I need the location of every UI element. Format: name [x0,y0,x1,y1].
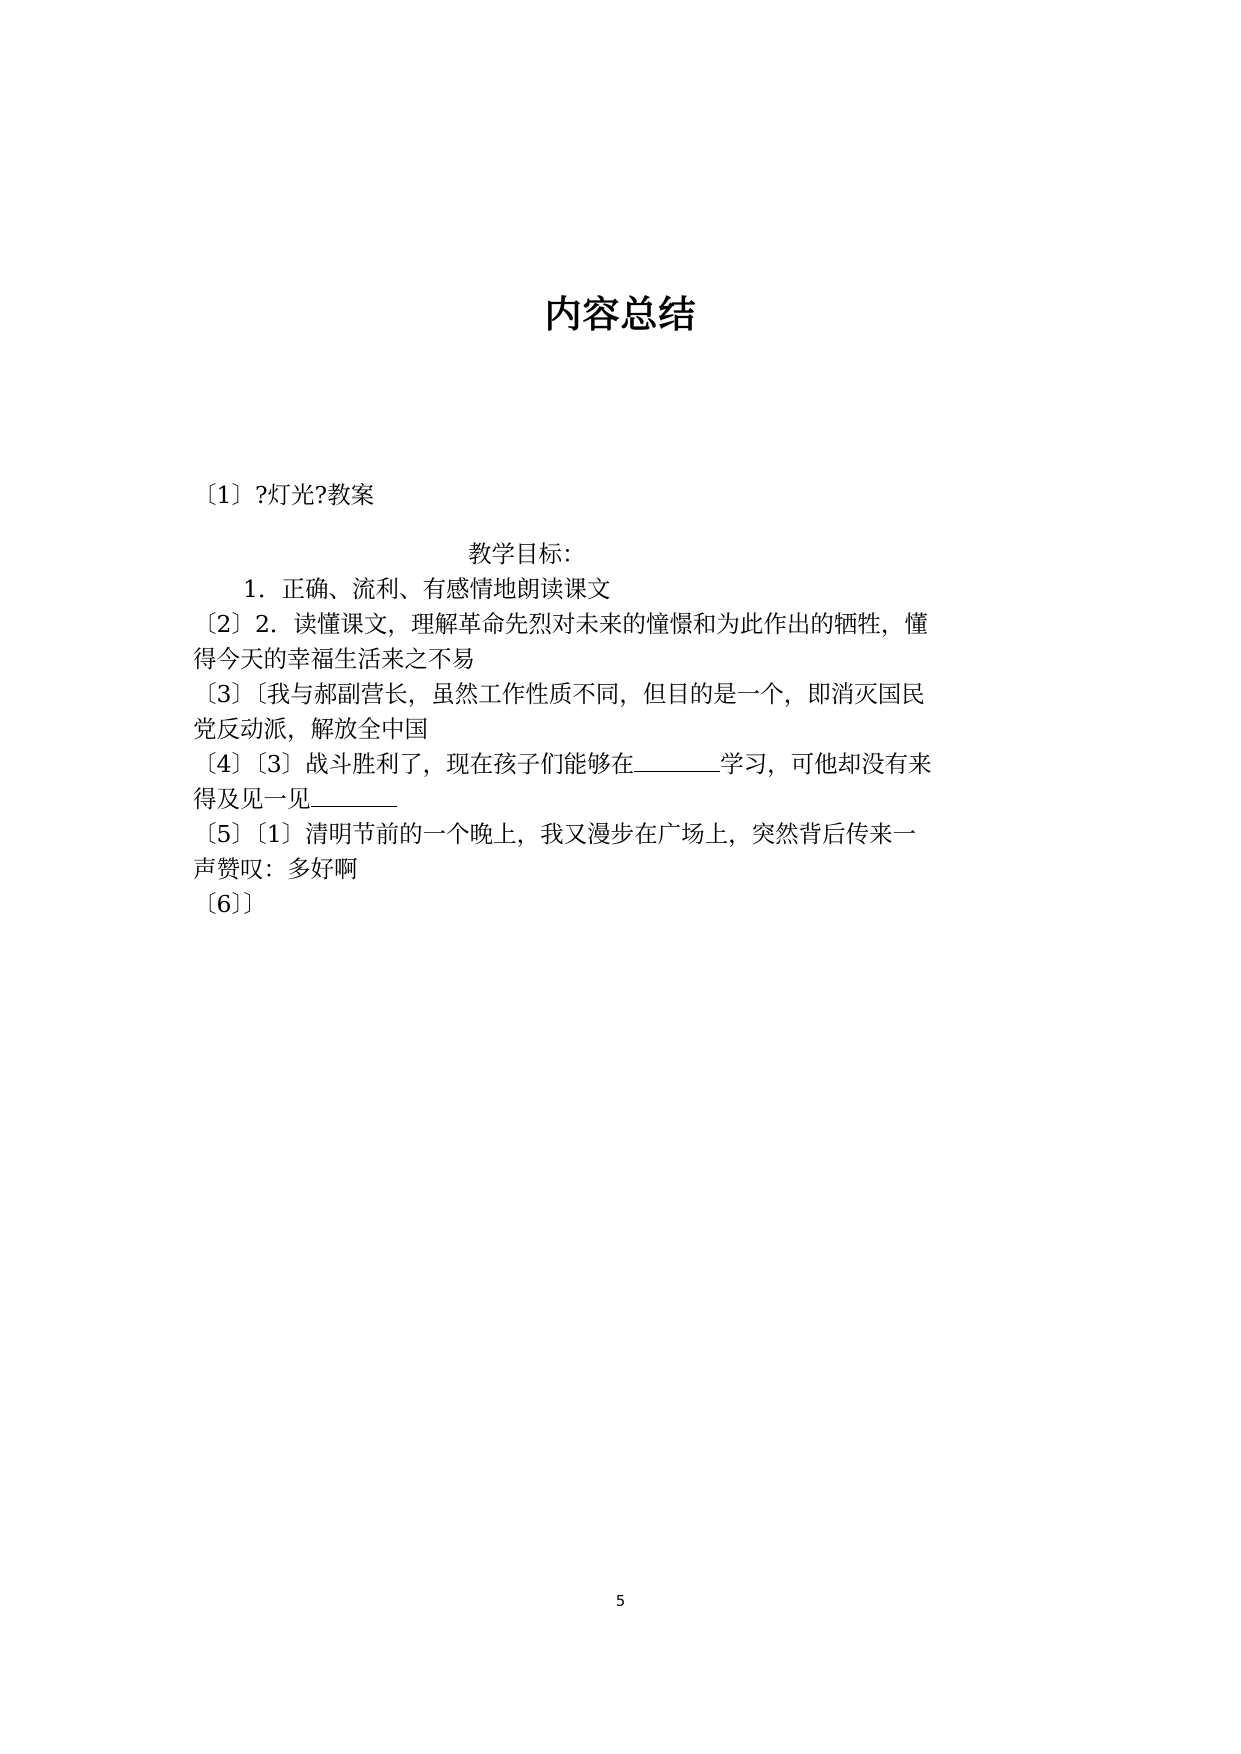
list-item-5 [193,817,1073,887]
fill-in-blank-2 [311,784,397,807]
list-item-5-line-2: 声赞叹：多好啊 [193,855,358,883]
list-item-3-line-1: 〔3〕〔我与郝副营长，虽然工作性质不同，但目的是一个，即消灭国民 [193,680,925,708]
list-item-4-text-b: 学习，可他却没有来 [720,750,932,778]
page-number: 5 [615,1592,626,1610]
list-item-6: 〔6〕〕 [193,890,267,918]
list-item-4-line-1 [193,747,1073,782]
list-item-4 [193,747,1073,817]
list-item-3 [193,677,1073,747]
goal-item-1: 1．正确、流利、有感情地朗读课文 [243,575,611,603]
lesson-heading: 〔1〕?灯光?教案 [193,481,375,509]
document-body [193,478,1073,922]
list-item-3-line-2: 党反动派，解放全中国 [193,715,428,743]
page-title: 内容总结 [544,293,697,336]
teaching-goals-heading: 教学目标： [468,540,586,568]
list-item-4-text-c: 得及见一见 [193,785,311,813]
list-item-2 [193,607,1073,677]
list-item-4-line-2 [193,782,1073,817]
list-item-2-line-1: 〔2〕2．读懂课文，理解革命先烈对未来的憧憬和为此作出的牺牲，懂 [193,610,928,638]
list-item-5-line-1: 〔5〕〔1〕清明节前的一个晚上，我又漫步在广场上，突然背后传来一 [193,820,917,848]
fill-in-blank-1 [634,749,720,772]
list-item-2-line-2: 得今天的幸福生活来之不易 [193,645,475,673]
list-item-4-text-a: 〔4〕〔3〕战斗胜利了，现在孩子们能够在 [193,750,635,778]
